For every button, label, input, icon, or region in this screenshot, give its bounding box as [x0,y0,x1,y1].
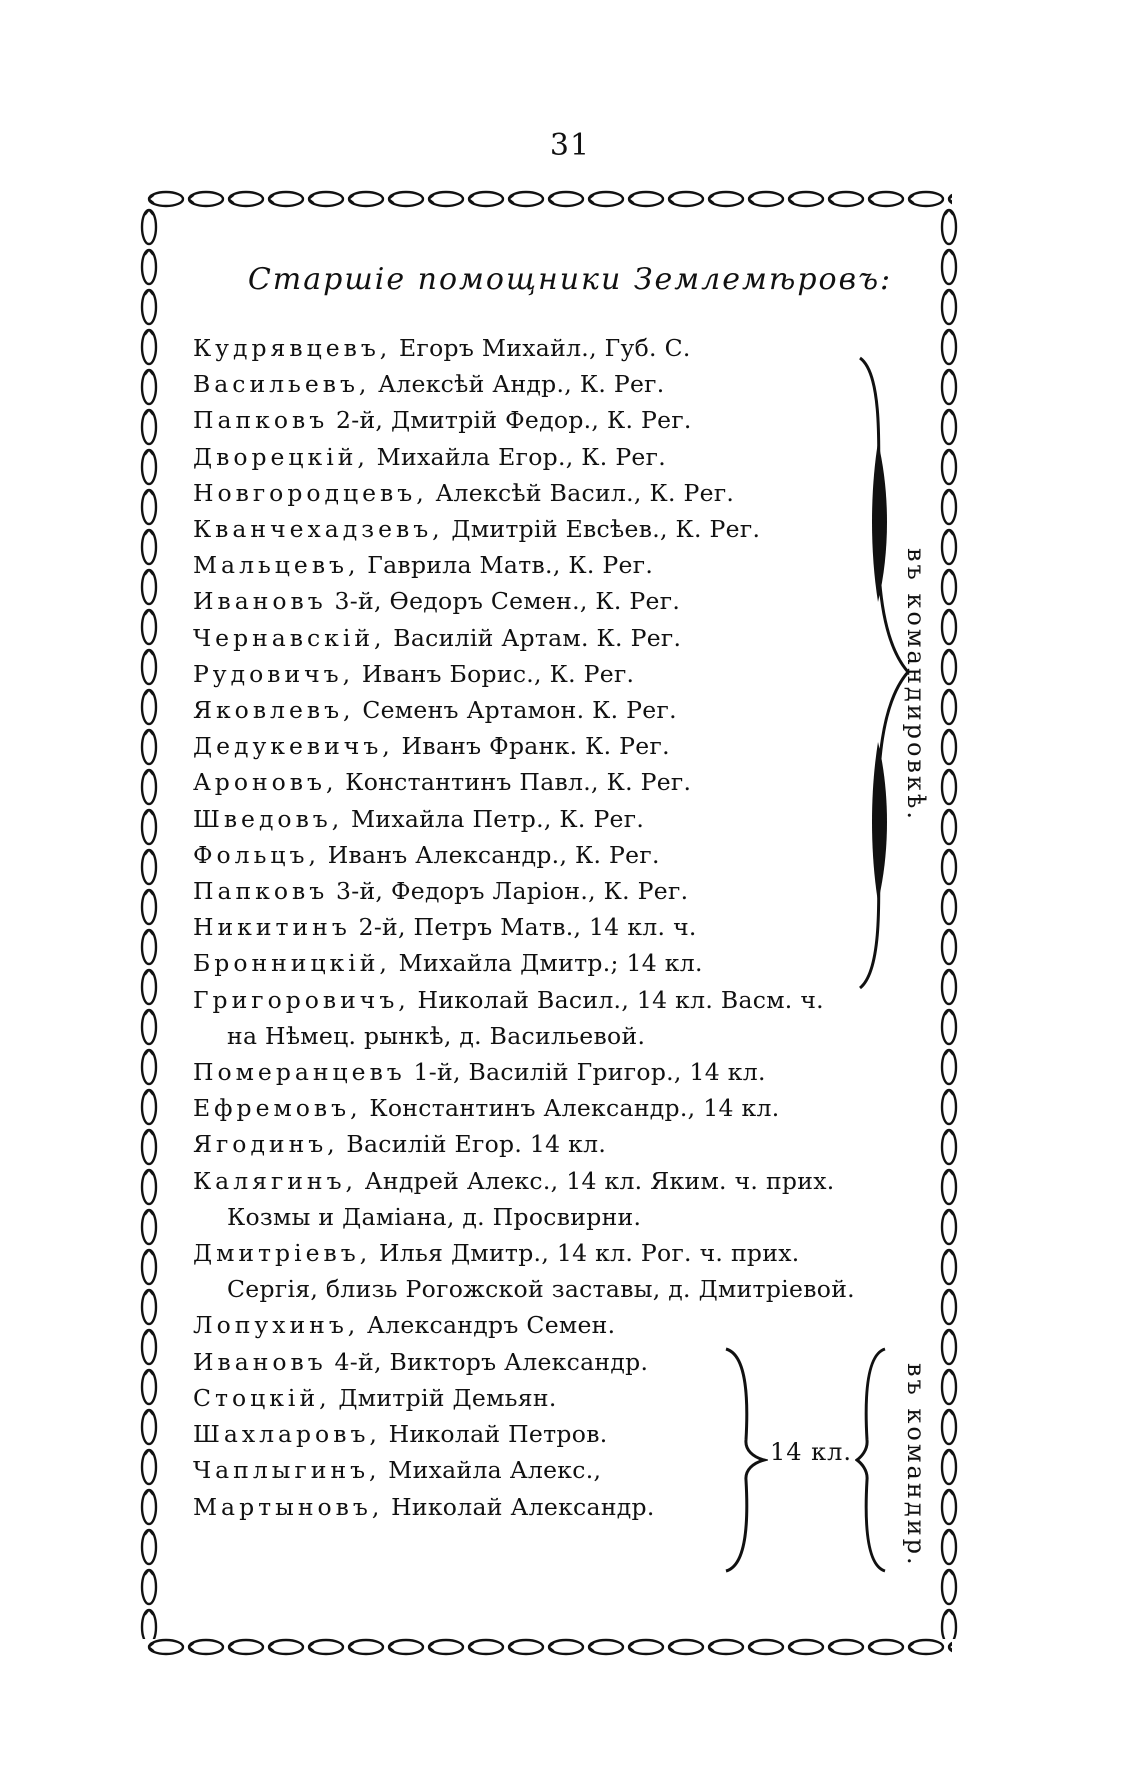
list-item: Ароновъ, Константинъ Павл., К. Рег. [193,768,692,797]
group-rank-label: 14 кл. [770,1438,853,1466]
list-item: Яковлевъ, Семенъ Артамон. К. Рег. [193,696,677,725]
list-item: Бронницкій, Михайла Дмитр.; 14 кл. [193,949,703,978]
list-item: Ефремовъ, Константинъ Александр., 14 кл. [193,1094,780,1123]
ornament-border-bottom [146,1632,952,1662]
list-item: Папковъ 2-й, Дмитрій Федор., К. Рег. [193,406,692,435]
list-item: Чернавскій, Василій Артам. К. Рег. [193,623,682,652]
list-item: Кудрявцевъ, Егоръ Михайл., Губ. С. [193,334,691,362]
grouping-brace-right [855,1345,895,1575]
entry-continuation: Козмы и Даміана, д. Просвирни. [227,1202,642,1231]
list-item: Папковъ 3-й, Федоръ Ларіон., К. Рег. [193,877,689,906]
grouping-brace-left [718,1345,768,1575]
list-item: Новгородцевъ, Алексѣй Васил., К. Рег. [193,478,735,507]
list-item: Дедукевичъ, Иванъ Франк. К. Рег. [193,732,670,761]
list-item: Рудовичъ, Иванъ Борис., К. Рег. [193,659,635,688]
list-item: Кванчехадзевъ, Дмитрій Евсѣев., К. Рег. [193,515,761,544]
list-item: Ивановъ 4-й, Викторъ Александр. [193,1347,649,1376]
list-item: Григоровичъ, Николай Васил., 14 кл. Васм. ч. на Нѣмец. рынкѣ, д. Васильевой. [193,982,953,1054]
ornament-border-top [146,184,952,214]
list-item: Лопухинъ, Александръ Семен. [193,1311,616,1340]
entry-continuation: на Нѣмец. рынкѣ, д. Васильевой. [227,1021,646,1050]
list-item: Фольцъ, Иванъ Александр., К. Рег. [193,840,660,869]
side-note-lower: въ командир. [902,1362,930,1568]
list-item: Померанцевъ 1-й, Василій Григор., 14 кл. [193,1058,766,1087]
page-number: 31 [549,128,591,163]
ornament-border-left [134,207,164,1639]
list-item: Мальцевъ, Гаврила Матв., К. Рег. [193,551,654,580]
list-item: Шведовъ, Михайла Петр., К. Рег. [193,804,645,833]
section-heading: Старшіе помощники Землемѣровъ: [247,262,893,297]
list-item: Дмитріевъ, Илья Дмитр., 14 кл. Рог. ч. прих. Сергія, близь Рогожской заставы, д. Дмитріевой. [193,1235,953,1307]
entry-continuation: Сергія, близь Рогожской заставы, д. Дмитріевой. [227,1275,855,1304]
side-note-upper: въ командировкѣ. [902,547,930,823]
list-item: Стоцкій, Дмитрій Демьян. [193,1383,557,1412]
list-item: Калягинъ, Андрей Алекс., 14 кл. Яким. ч. прих. Козмы и Даміана, д. Просвирни. [193,1163,953,1235]
list-item: Васильевъ, Алексѣй Андр., К. Рег. [193,370,665,399]
list-item: Никитинъ 2-й, Петръ Матв., 14 кл. ч. [193,913,697,942]
list-item: Дворецкій, Михайла Егор., К. Рег. [193,442,667,471]
list-item: Шахларовъ, Николай Петров. [193,1420,608,1449]
list-item: Ягодинъ, Василій Егор. 14 кл. [193,1130,607,1159]
entry-list [193,330,953,1525]
list-item: Мартыновъ, Николай Александр. [193,1492,655,1521]
list-item: Чаплыгинъ, Михайла Алекс., [193,1456,602,1485]
list-item: Ивановъ 3-й, Ѳедоръ Семен., К. Рег. [193,587,681,616]
